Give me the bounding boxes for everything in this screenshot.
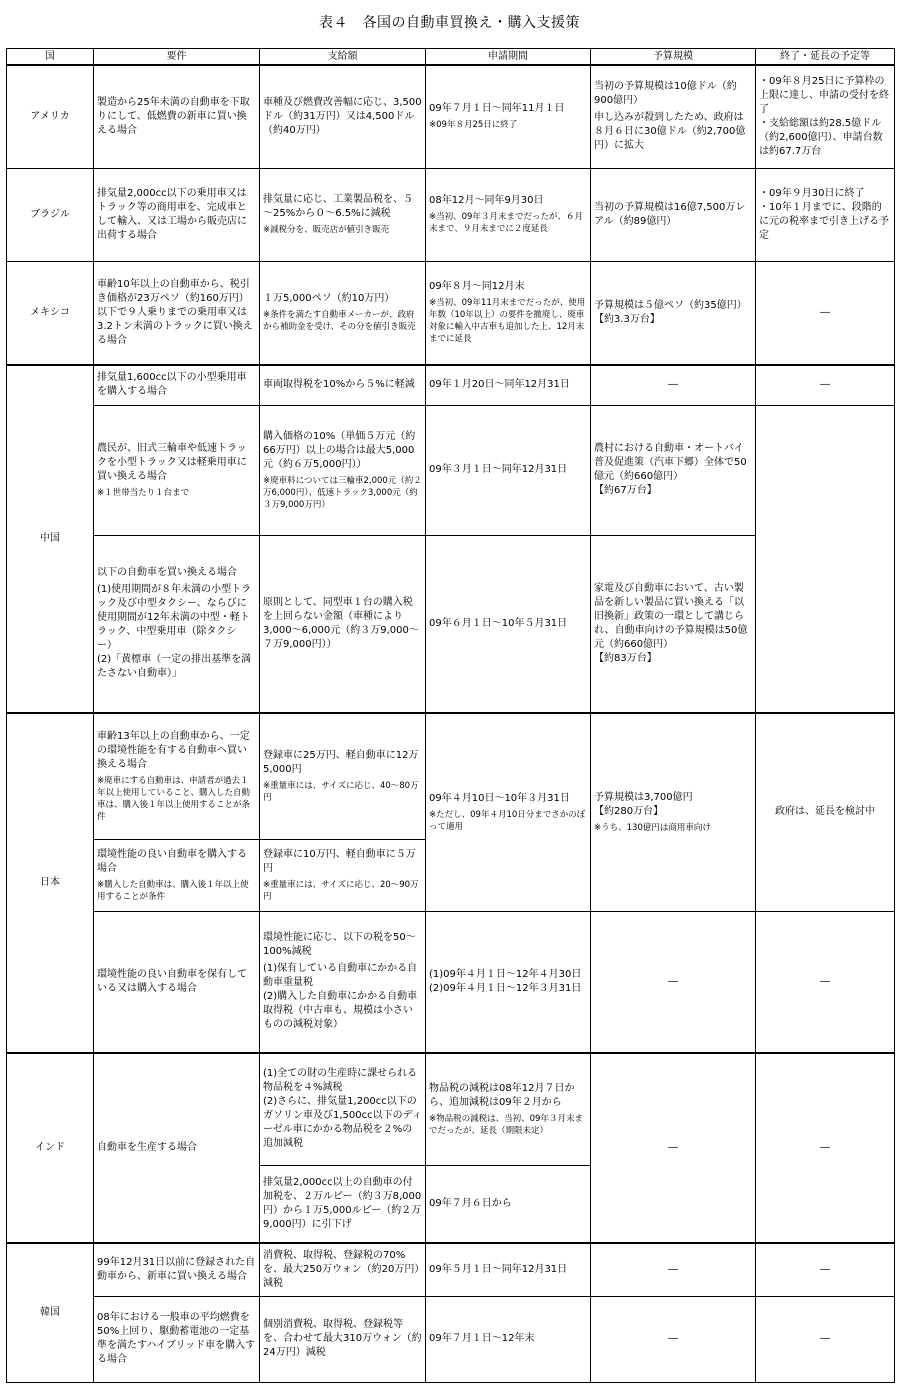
cell-period: 09年７月６日から bbox=[426, 1165, 591, 1243]
budget-units: 【約3.3万台】 bbox=[594, 313, 660, 325]
cell-requirements: 排気量2,000cc以下の乗用車又はトラック等の商用車を、完成車として輸入、又は工場から販売店に出荷する場合 bbox=[94, 168, 260, 261]
header-requirements: 要件 bbox=[94, 49, 260, 66]
table-row-india-1 bbox=[7, 1053, 895, 1165]
amount-text: 環境性能に応じ、以下の税を50～100%減税 bbox=[263, 932, 416, 958]
cell-end: ― bbox=[756, 911, 895, 1053]
cell-period: 09年５月１日～同年12月31日 bbox=[426, 1243, 591, 1296]
cell-requirements bbox=[94, 713, 260, 839]
table-row-brazil bbox=[7, 168, 895, 261]
cell-period bbox=[426, 713, 591, 911]
period-text: 09年８月～同12月末 bbox=[429, 281, 525, 293]
budget-units: 【約280万台】 bbox=[594, 805, 664, 817]
header-period: 申請期間 bbox=[426, 49, 591, 66]
requirements-note: ※購入した自動車は、購入後１年以上使用することが条件 bbox=[97, 879, 249, 902]
budget-units: 【約83万台】 bbox=[594, 652, 657, 664]
cell-end bbox=[756, 405, 895, 713]
period-note: ※当初、09年３月末までだったが、６月末まで、９月末までに２度延長 bbox=[429, 212, 583, 234]
period-text: 08年12月～同年9月30日 bbox=[429, 195, 544, 206]
period-text: 09年４月10日～10年３月31日 bbox=[429, 792, 570, 804]
budget-text: 農村における自動車・オートバイ普及促進策（汽車下郷）全体で50億元（約660億円） bbox=[594, 443, 747, 482]
cell-requirements bbox=[94, 405, 260, 535]
cell-end: ― bbox=[756, 1053, 895, 1243]
table-row-japan-3 bbox=[7, 911, 895, 1053]
amount-text: 購入価格の10%（単価５万元（約66万円）以上の場合は最大5,000元（約６万5,000円）） bbox=[263, 430, 416, 470]
cell-period bbox=[426, 261, 591, 365]
header-country: 国 bbox=[7, 49, 94, 66]
cell-amount bbox=[260, 168, 426, 261]
budget-text: 当初の予算規模は10億ドル（約900億円） bbox=[594, 81, 737, 107]
period-text: 09年７月１日～同年11月１日 bbox=[429, 103, 565, 115]
amount-text: １万5,000ペソ（約10万円） bbox=[263, 293, 395, 305]
header-budget: 予算規模 bbox=[591, 49, 756, 66]
cell-period: 09年６月１日～10年５月31日 bbox=[426, 535, 591, 713]
cell-amount: (1)全ての財の生産時に課せられる物品税を４%減税 (2)さらに、排気量1,200cc以下のガソリン車及び1,500cc以下のディーゼル車にかかる物品税を２%の追加減税 bbox=[260, 1053, 426, 1165]
cell-requirements: 08年における一般車の平均燃費を50%上回り、駆動蓄電池の一定基準を満たすハイブリッド車を購入する場合 bbox=[94, 1296, 260, 1382]
amount-note: ※条件を満たす自動車メーカーが、政府から補助金を受け、その分を値引き販売 bbox=[263, 310, 416, 333]
table-row-korea-1 bbox=[7, 1243, 895, 1296]
cell-budget: ― bbox=[591, 1296, 756, 1382]
cell-amount: 消費税、取得税、登録税の70%を、最大250万ウォン（約20万円）減税 bbox=[260, 1243, 426, 1296]
page-title: 表４ 各国の自動車買換え・購入支援策 bbox=[319, 15, 580, 31]
requirements-text: 農民が、旧式三輪車や低速トラックを小型トラック又は軽乗用車に買い換える場合 bbox=[97, 442, 247, 482]
country-india: インド bbox=[7, 1053, 94, 1243]
table-row-japan-1 bbox=[7, 713, 895, 839]
cell-budget bbox=[591, 261, 756, 365]
country-brazil: ブラジル bbox=[7, 168, 94, 261]
budget-text: 家電及び自動車において、古い製品を新しい製品に買い換える「以旧換新」政策の一環として講じられ、自動車向けの予算規模は50億元（約660億円） bbox=[594, 582, 748, 650]
cell-budget: ― bbox=[591, 911, 756, 1053]
table-row-mexico bbox=[7, 261, 895, 365]
budget-text: 予算規模は3,700億円 bbox=[594, 791, 693, 803]
budget-text: 予算規模は５億ペソ（約35億円） bbox=[594, 299, 747, 311]
amount-list: (1)保有している自動車にかかる自動車重量税 (2)購入した自動車にかかる自動車取得税（中古車も、規模は小さいものの減税対象） bbox=[263, 963, 418, 1031]
cell-end: ・09年８月25日に予算枠の上限に達し、申請の受付を終了 ・支給総額は約28.5億ドル（約2,600億円）、申請台数は約67.7万台 bbox=[756, 65, 895, 168]
cell-period: 09年３月１日～同年12月31日 bbox=[426, 405, 591, 535]
table-row-china-2 bbox=[7, 405, 895, 535]
country-mexico: メキシコ bbox=[7, 261, 94, 365]
amount-note: ※重量車には、サイズに応じ、40～80万円 bbox=[263, 780, 419, 803]
period-note: ※09年８月25日に終了 bbox=[429, 120, 518, 131]
country-usa: アメリカ bbox=[7, 65, 94, 168]
cell-amount bbox=[260, 261, 426, 365]
requirements-note: ※１世帯当たり１台まで bbox=[97, 487, 190, 498]
requirements-text: 以下の自動車を買い換える場合 bbox=[97, 567, 237, 579]
cell-amount bbox=[260, 839, 426, 911]
amount-note: ※重量車には、サイズに応じ、20～90万円 bbox=[263, 879, 419, 902]
cell-budget bbox=[591, 713, 756, 911]
cell-amount: 個別消費税、取得税、登録税等を、合わせて最大310万ウォン（約24万円）減税 bbox=[260, 1296, 426, 1382]
cell-amount bbox=[260, 713, 426, 839]
cell-amount: 排気量2,000cc以上の自動車の付加税を、２万ルピー（約３万8,000円）から１万5,000ルピー（約２万9,000円）に引下げ bbox=[260, 1165, 426, 1243]
cell-end: ― bbox=[756, 365, 895, 405]
amount-text: 登録車に25万円、軽自動車に12万5,000円 bbox=[263, 749, 419, 775]
header-end-extension: 終了・延長の予定等 bbox=[756, 49, 895, 66]
cell-end: ・09年９月30日に終了 ・10年１月までに、段階的に元の税率まで引き上げる予定 bbox=[756, 168, 895, 261]
cell-requirements: 排気量1,600cc以下の小型乗用車を購入する場合 bbox=[94, 365, 260, 405]
amount-text: 登録車に10万円、軽自動車に５万円 bbox=[263, 848, 416, 874]
amount-text: 排気量に応じ、工業製品税を、５～25%から０～6.5%に減税 bbox=[263, 194, 413, 219]
cell-amount bbox=[260, 405, 426, 535]
header-amount: 支給額 bbox=[260, 49, 426, 66]
budget-text-2: 申し込みが殺到したため、政府は８月６日に30億ドル（約2,700億円）に拡大 bbox=[594, 112, 746, 152]
cell-period bbox=[426, 65, 591, 168]
cell-budget: 当初の予算規模は16億7,500万レアル（約89億円） bbox=[591, 168, 756, 261]
country-korea: 韓国 bbox=[7, 1243, 94, 1382]
cell-amount: 原則として、同型車１台の購入税を上回らない金額（車種により3,000～6,000元（約３万9,000～７万9,000円）） bbox=[260, 535, 426, 713]
requirements-text: 車齢13年以上の自動車から、一定の環境性能を有する自動車へ買い換える場合 bbox=[97, 730, 250, 770]
cell-period: 09年７月１日～12年末 bbox=[426, 1296, 591, 1382]
cell-period: 09年１月20日～同年12月31日 bbox=[426, 365, 591, 405]
cell-budget bbox=[591, 405, 756, 535]
cell-end: 政府は、延長を検討中 bbox=[756, 713, 895, 911]
table-row-usa bbox=[7, 65, 895, 168]
cell-budget: ― bbox=[591, 365, 756, 405]
requirements-list: (1)使用期間が８年未満の小型トラック及び中型タクシー、ならびに使用期間が12年未満の中型・軽トラック、中型乗用車（除タクシー） (2)「黄標車（一定の排出基準を満たさない自動車）」 bbox=[97, 584, 252, 680]
cell-budget: ― bbox=[591, 1243, 756, 1296]
cell-amount: 車種及び燃費改善幅に応じ、3,500ドル（約31万円）又は4,500ドル（約40万円） bbox=[260, 65, 426, 168]
cell-requirements bbox=[94, 535, 260, 713]
budget-note: ※うち、130億円は商用車向け bbox=[594, 822, 711, 833]
cell-end: ― bbox=[756, 1296, 895, 1382]
cell-period: (1)09年４月１日～12年４月30日 (2)09年４月１日～12年３月31日 bbox=[426, 911, 591, 1053]
cell-budget: ― bbox=[591, 1053, 756, 1243]
country-japan: 日本 bbox=[7, 713, 94, 1053]
table-row-china-1 bbox=[7, 365, 895, 405]
amount-note: ※廃車料については三輪車2,000元（約２万6,000円）、低速トラック3,000元（約３万9,000万円） bbox=[263, 475, 422, 510]
header-row bbox=[7, 49, 895, 66]
cell-requirements: 自動車を生産する場合 bbox=[94, 1053, 260, 1243]
support-policy-table bbox=[6, 48, 895, 1383]
cell-requirements: 環境性能の良い自動車を保有している又は購入する場合 bbox=[94, 911, 260, 1053]
cell-budget bbox=[591, 65, 756, 168]
cell-requirements: 車齢10年以上の自動車から、税引き価格が23万ペソ（約160万円）以下で９人乗りまでの乗用車又は3.2トン未満のトラックに買い換える場合 bbox=[94, 261, 260, 365]
requirements-note: ※廃車にする自動車は、申請者が過去１年以上使用していること、購入した自動車は、購入後１年以上使用することが条件 bbox=[97, 775, 251, 822]
budget-units: 【約67万台】 bbox=[594, 485, 657, 496]
country-china: 中国 bbox=[7, 365, 94, 713]
period-note: ※物品税の減税は、当初、09年３月末までだったが、延長（期限未定） bbox=[429, 1113, 583, 1136]
cell-requirements bbox=[94, 839, 260, 911]
period-text: 物品税の減税は08年12月７日から、追加減税は09年２月から bbox=[429, 1082, 575, 1108]
cell-requirements: 99年12月31日以前に登録された自動車から、新車に買い換える場合 bbox=[94, 1243, 260, 1296]
amount-note: ※減税分を、販売店が値引き販売 bbox=[263, 225, 390, 235]
cell-budget bbox=[591, 535, 756, 713]
period-note: ※当初、09年11月末までだったが、使用年数（10年以上）の要件を撤廃し、廃車対象に輸入中古車も追加した上、12月末までに延長 bbox=[429, 298, 586, 345]
cell-period bbox=[426, 168, 591, 261]
table-row-korea-2 bbox=[7, 1296, 895, 1382]
cell-end: ― bbox=[756, 261, 895, 365]
cell-end: ― bbox=[756, 1243, 895, 1296]
cell-amount: 車両取得税を10%から５%に軽減 bbox=[260, 365, 426, 405]
period-note: ※ただし、09年４月10日分までさかのぼって適用 bbox=[429, 809, 586, 832]
cell-period bbox=[426, 1053, 591, 1165]
cell-amount bbox=[260, 911, 426, 1053]
cell-requirements: 製造から25年未満の自動車を下取りにして、低燃費の新車に買い換える場合 bbox=[94, 65, 260, 168]
requirements-text: 環境性能の良い自動車を購入する場合 bbox=[97, 848, 247, 874]
